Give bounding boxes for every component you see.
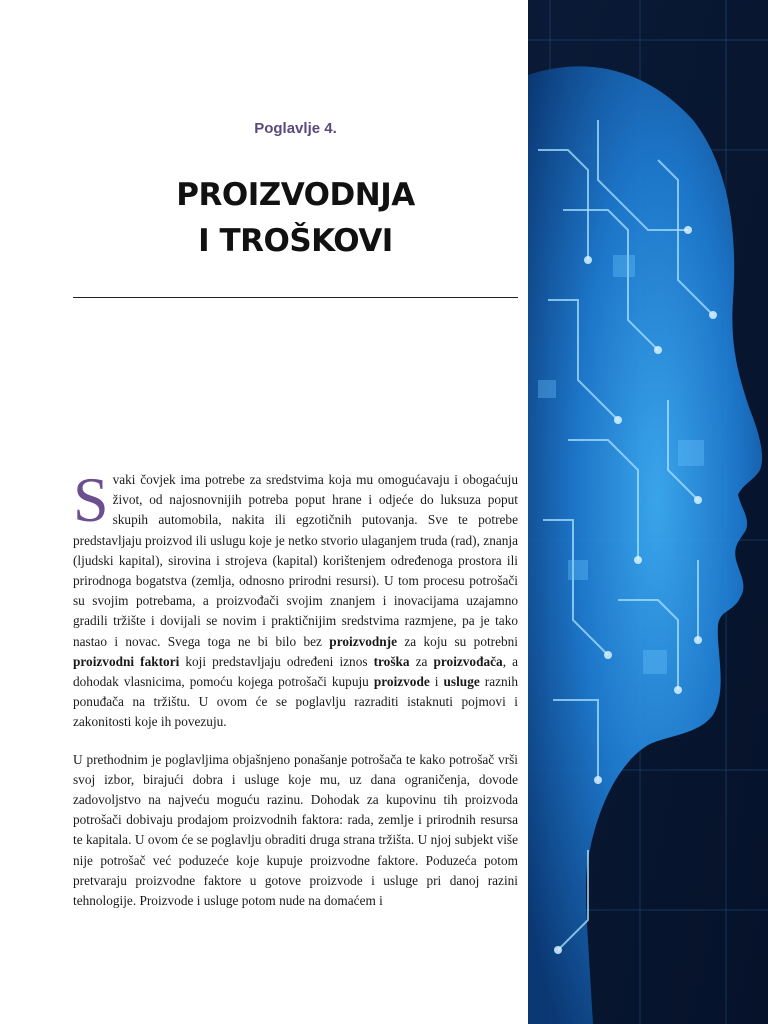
drop-cap: S [73, 464, 109, 535]
term-proizvodni-faktori: proizvodni faktori [73, 653, 180, 669]
term-proizvode: proizvode [373, 674, 430, 690]
ai-circuit-head-illustration-icon [528, 0, 768, 1024]
chapter-body [73, 464, 519, 911]
term-proizvodaca: proizvođača [433, 653, 503, 669]
text-run: za [409, 653, 434, 669]
term-usluge: usluge [443, 674, 480, 690]
chapter-label: Poglavlje 4. [254, 120, 337, 137]
text-run: , a dohodak vlasnicima, pomoću kojega potrošači kupuju [73, 653, 518, 690]
text-run: i [429, 674, 444, 690]
paragraph-2: U prethodnim je poglavljima objašnjeno ponašanje potrošača te kako potrošač vrši svoj izbor, birajući dobra i usluge koje mu, uz dana ograničenja, dovode zadovoljstvo na najveću moguću razinu. Dohodak za kupovinu tih proizvoda potrošači dobivaju prodajom proizvodnih faktora: rada, zemlje i prirodnih resursa te kapitala. U ovom će se poglavlju obraditi druga strana tržišta. U njoj subjekt više nije potrošač već poduzeće koje kupuje proizvodne faktore. Poduzeća potom pretvaraju proizvodne faktore u gotove proizvode i usluge pri danoj razini tehnologije. Proizvode i usluge potom nude na domaćem i [73, 751, 518, 909]
text-run: vaki čovjek ima potrebe za sredstvima koja mu omogućavaju i obogaćuju život, od najosnovnijih potreba poput hrane i odjeće do luksuza poput skupih automobila, nakita ili egzotičnih putovanja. Sve te potrebe predstavljaju proizvod ili uslugu koje je netko stvorio ulaganjem truda (rad), znanja (ljudski kapital), sirovina i strojeva (kapital) korištenjem određenoga prostora ili prirodnoga bogatstva (zemlja, odnosno prirodni resursi). U tom procesu potrošači su svojim potrebama, a proizvođači svojim znanjem i inovacijama uzajamno gradili tržište i dovijali se novim i praktičnijim sredstvima razmjene, pa je tako nastao i novac. Svega toga ne bi bilo bez [73, 472, 518, 649]
chapter-title-line-1: PROIZVODNJA [176, 177, 415, 213]
text-run: za koju su potrebni [397, 633, 518, 649]
term-proizvodnje: proizvodnje [329, 633, 398, 649]
text-run: koji predstavljaju određeni iznos [179, 653, 374, 669]
text-run: raznih ponuđača na tržištu. U ovom će se poglavlju razraditi istaknuti pojmovi i zakonitosti koje ih povezuju. [73, 674, 519, 730]
term-troska: troška [373, 653, 410, 669]
title-divider [73, 297, 518, 298]
paragraph-1 [73, 464, 519, 733]
chapter-title [73, 172, 518, 264]
text-column [73, 0, 518, 1024]
chapter-title-line-2: I TROŠKOVI [198, 223, 393, 259]
